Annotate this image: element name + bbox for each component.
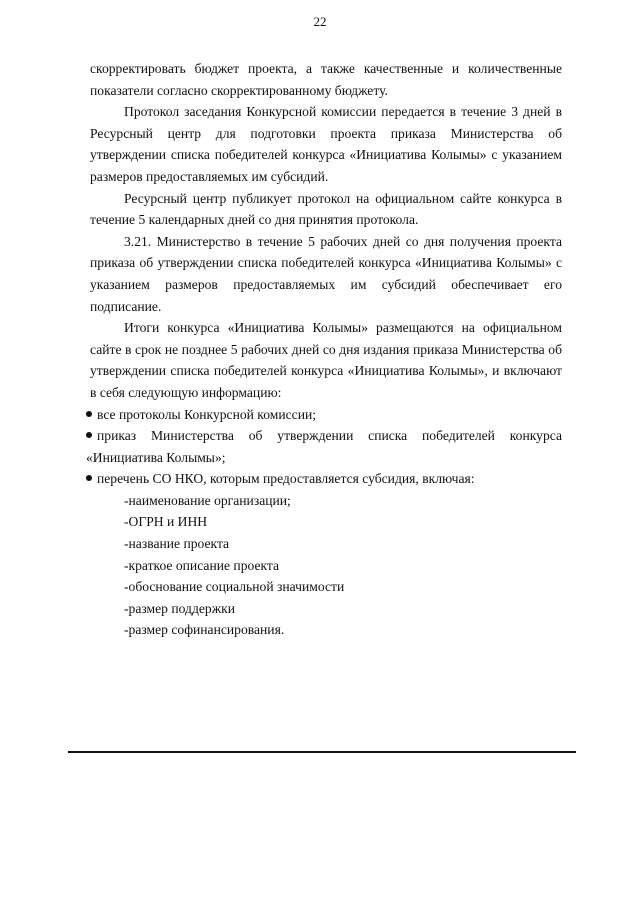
bullet-item <box>86 425 562 468</box>
bullet-icon <box>86 411 92 417</box>
bullet-text: все протоколы Конкурсной комиссии; <box>97 406 317 422</box>
paragraph-results: Итоги конкурса «Инициатива Колымы» размещаются на официальном сайте в срок не позднее 5 рабочих дней со дня издания приказа Министерства об утверждении списка победителей конкурса «Инициатива Колымы», и включают в себя следующую информацию: <box>90 320 562 400</box>
list-item: -название проекта <box>124 536 230 552</box>
list-item: -размер софинансирования. <box>124 622 285 638</box>
list-item: -краткое описание проекта <box>124 557 280 573</box>
document-body <box>86 58 562 641</box>
bullet-icon <box>86 432 92 438</box>
page-number: 22 <box>313 14 327 29</box>
list-item: -размер поддержки <box>124 600 235 616</box>
bullet-text: приказ Министерства об утверждении списка победителей конкурса «Инициатива Колымы»; <box>86 428 562 465</box>
list-item: -наименование организации; <box>124 492 291 508</box>
footer-divider <box>68 751 576 753</box>
bullet-text: перечень СО НКО, которым предоставляется субсидия, включая: <box>97 471 475 487</box>
paragraph-3-21: 3.21. Министерство в течение 5 рабочих дней со дня получения проекта приказа об утверждении списка победителей конкурса «Инициатива Колымы» с указанием размеров предоставляемых им субсидий обеспечивает его подписание. <box>90 233 562 314</box>
list-item: -ОГРН и ИНН <box>124 514 208 530</box>
bullet-icon <box>86 475 92 481</box>
bullet-item <box>86 468 562 490</box>
paragraph-budget: скорректировать бюджет проекта, а также качественные и количественные показатели согласно скорректированному бюджету. <box>90 61 562 98</box>
paragraph-protocol-publication: Ресурсный центр публикует протокол на официальном сайте конкурса в течение 5 календарных дней со дня принятия протокола. <box>90 190 562 228</box>
paragraph-protocol-transfer: Протокол заседания Конкурсной комиссии передается в течение 3 дней в Ресурсный центр для подготовки проекта приказа Министерства об утверждении списка победителей конкурса «Инициатива Колымы» с указанием размеров предоставляемых им субсидий. <box>90 104 562 184</box>
subitem-list <box>90 490 562 641</box>
bullet-item <box>86 404 562 426</box>
list-item: -обоснование социальной значимости <box>124 579 345 595</box>
